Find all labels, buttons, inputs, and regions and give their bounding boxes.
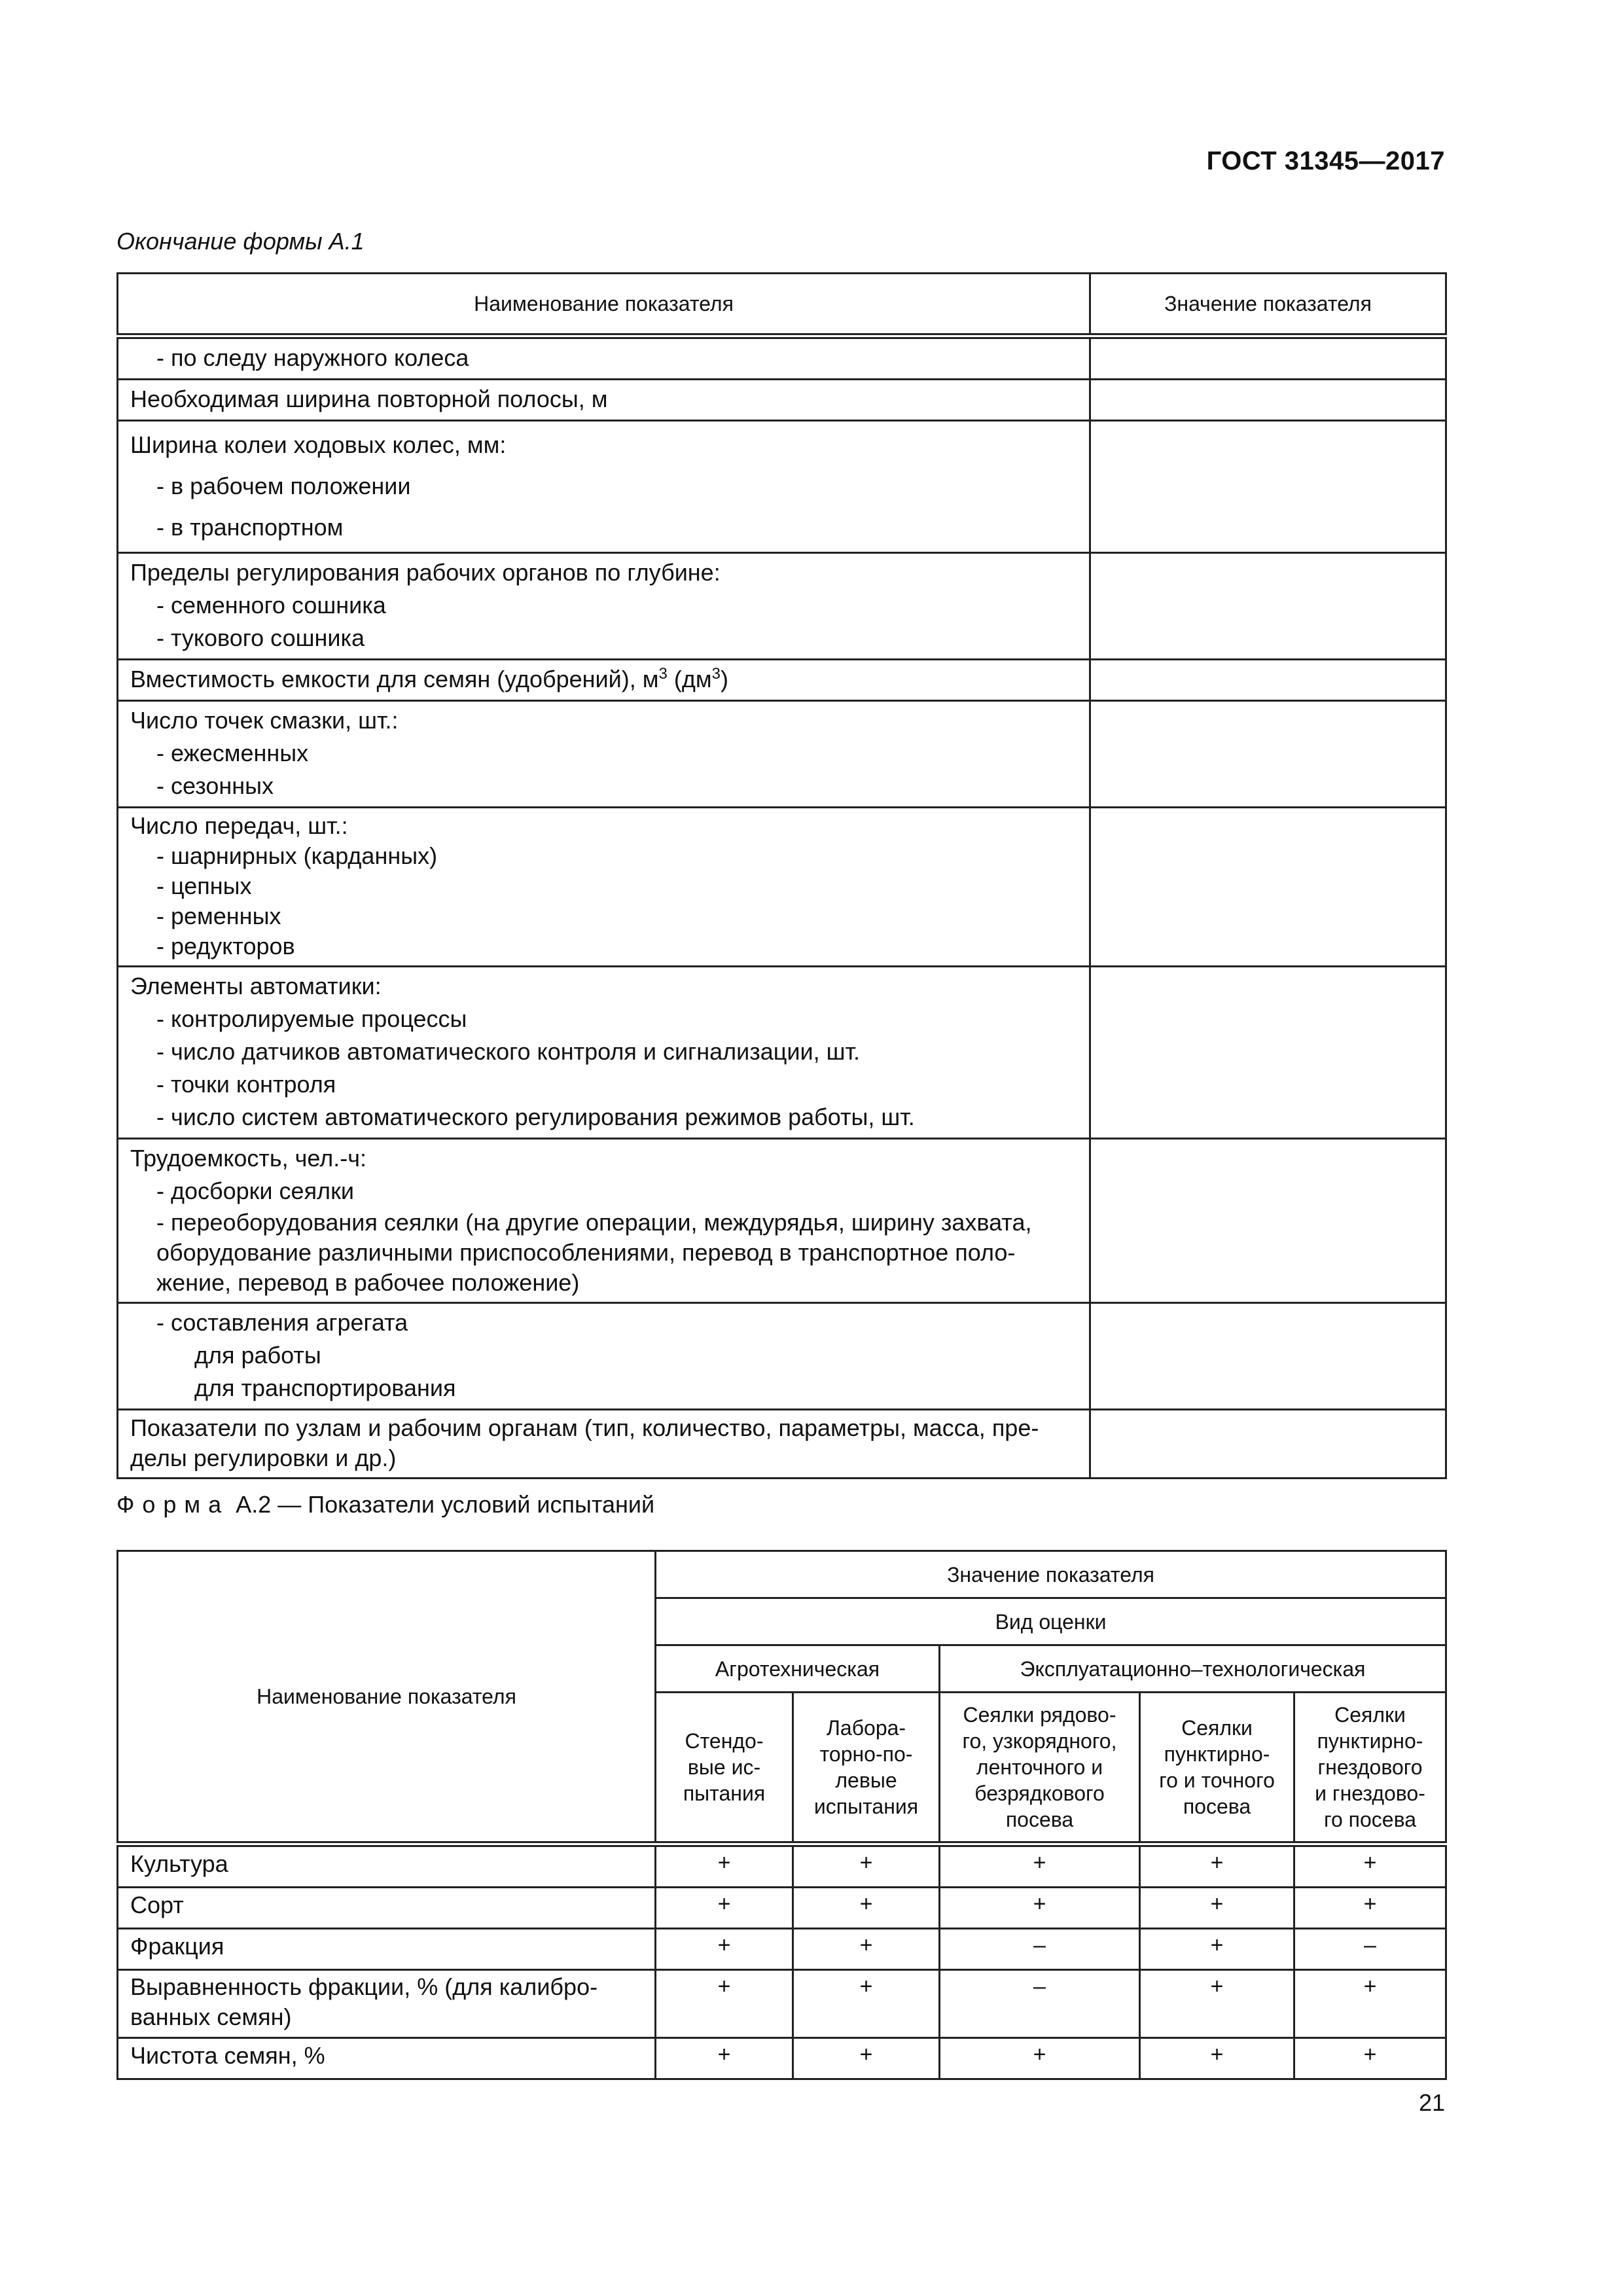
row-sub-label: - в транспортном [156,514,344,541]
table-row [118,808,1446,967]
row-sub-label: - тукового сошника [156,624,365,651]
row-sub-label: для работы [194,1342,321,1369]
form-a2-caption: Форма А.2 — Показатели условий испытаний [116,1491,655,1518]
value-cell: + [1294,1844,1446,1888]
column-header-value: Значение показателя [656,1551,1446,1598]
form-a1-table [116,272,1447,1479]
table-row [118,701,1446,808]
row-sub-label: - число систем автоматического регулирования режимов работы, шт. [156,1103,915,1130]
row-label: - по следу наружного колеса [156,344,469,371]
value-cell: + [940,1844,1140,1888]
row-sub-label: оборудование различными приспособлениями, перевод в транспортное поло- [156,1239,1016,1266]
table-row [118,967,1446,1139]
table-row [118,1929,1446,1970]
row-sub-label: - ременных [156,903,281,929]
column-header-name: Наименование показателя [118,274,1090,336]
form-a1-caption: Окончание формы А.1 [116,228,365,255]
table-row [118,421,1446,553]
value-cell: + [793,1970,940,2038]
value-cell: + [656,1970,793,2038]
table-row [118,1410,1446,1479]
value-cell [1090,421,1446,553]
column-header-precision-seeders: Сеялки пунктирно- го и точного посева [1140,1693,1294,1844]
row-label: Трудоемкость, чел.-ч: [130,1145,366,1172]
column-header-bench-tests: Стендо- вые ис- пытания [656,1693,793,1844]
row-sub-label: жение, перевод в рабочее положение) [156,1269,580,1296]
table-row [118,336,1446,380]
column-header-name: Наименование показателя [118,1551,656,1844]
value-cell: + [1140,2038,1294,2079]
table-row [118,380,1446,421]
row-sub-label: - редукторов [156,933,295,960]
column-header-hill-seeders: Сеялки пунктирно- гнездового и гнездово- го посева [1294,1693,1446,1844]
row-label: Чистота семян, % [118,2038,656,2079]
table-header-row [118,274,1446,336]
page-number: 21 [1418,2089,1445,2116]
column-header-value: Значение показателя [1090,274,1446,336]
row-sub-label: - ежесменных [156,740,309,766]
table-row [118,1970,1446,2038]
row-sub-label: - точки контроля [156,1071,336,1098]
row-label: Выравненность фракции, % (для калибро- ванных семян) [118,1970,656,2038]
value-cell [1090,1139,1446,1303]
column-header-agrotechnical: Агротехническая [656,1645,940,1693]
row-sub-label: для транспортирования [194,1374,456,1401]
value-cell: + [793,1929,940,1970]
table-header-row [118,1551,1446,1598]
value-cell [1090,553,1446,660]
row-sub-label: - в рабочем положении [156,473,411,499]
value-cell: – [940,1970,1140,2038]
table-row [118,2038,1446,2079]
value-cell [1090,1410,1446,1479]
column-header-evaluation: Вид оценки [656,1598,1446,1645]
row-sub-label: - сезонных [156,772,274,799]
value-cell: + [1294,1970,1446,2038]
table-row [118,1303,1446,1410]
document-code: ГОСТ 31345—2017 [1206,147,1445,175]
value-cell [1090,660,1446,701]
value-cell: + [1140,1970,1294,2038]
value-cell [1090,701,1446,808]
value-cell: – [940,1929,1140,1970]
row-label: Ширина колеи ходовых колес, мм: [130,431,507,458]
value-cell: + [1294,2038,1446,2079]
table-row [118,1888,1446,1929]
value-cell: + [793,2038,940,2079]
row-label: Число передач, шт.: [130,812,348,839]
row-sub-label: - цепных [156,872,252,899]
row-label: Сорт [118,1888,656,1929]
value-cell: + [793,1888,940,1929]
table-row [118,1139,1446,1303]
table-row [118,1844,1446,1888]
value-cell: + [656,2038,793,2079]
value-cell: + [940,1888,1140,1929]
value-cell [1090,967,1446,1139]
value-cell [1090,336,1446,380]
value-cell [1090,808,1446,967]
row-sub-label: - контролируемые процессы [156,1005,467,1032]
value-cell: + [1140,1844,1294,1888]
row-label: Необходимая ширина повторной полосы, м [130,386,608,412]
value-cell: + [1294,1888,1446,1929]
value-cell: + [1140,1929,1294,1970]
row-sub-label: - досборки сеялки [156,1177,354,1204]
column-header-row-seeders: Сеялки рядово- го, узкорядного, ленточного и безрядкового посева [940,1693,1140,1844]
column-header-lab-field-tests: Лабора- торно-по- левые испытания [793,1693,940,1844]
value-cell: + [656,1844,793,1888]
value-cell: + [1140,1888,1294,1929]
row-label: - составления агрегата [156,1309,408,1336]
value-cell [1090,1303,1446,1410]
row-label: Фракция [118,1929,656,1970]
row-label: Пределы регулирования рабочих органов по глубине: [130,559,721,586]
row-label: Культура [118,1844,656,1888]
column-header-operational: Эксплуатационно–технологическая [940,1645,1446,1693]
value-cell: + [656,1929,793,1970]
value-cell: + [793,1844,940,1888]
value-cell: + [940,2038,1140,2079]
row-label: Число точек смазки, шт.: [130,707,399,734]
form-a2-table [116,1550,1447,2080]
row-sub-label: - число датчиков автоматического контроля и сигнализации, шт. [156,1038,860,1065]
row-label: Вместимость емкости для семян (удобрений), $м^3$ $(дм^3)$ [130,665,728,692]
table-row [118,660,1446,701]
row-sub-label: - шарнирных (карданных) [156,842,438,869]
value-cell: + [656,1888,793,1929]
row-label: делы регулировки и др.) [130,1444,397,1471]
value-cell [1090,380,1446,421]
row-sub-label: - семенного сошника [156,592,386,619]
row-label: Показатели по узлам и рабочим органам (тип, количество, параметры, масса, пре- [130,1414,1039,1441]
row-label: Элементы автоматики: [130,973,382,999]
row-sub-label: - переоборудования сеялки (на другие операции, междурядья, ширину захвата, [156,1209,1032,1236]
table-row [118,553,1446,660]
value-cell: – [1294,1929,1446,1970]
